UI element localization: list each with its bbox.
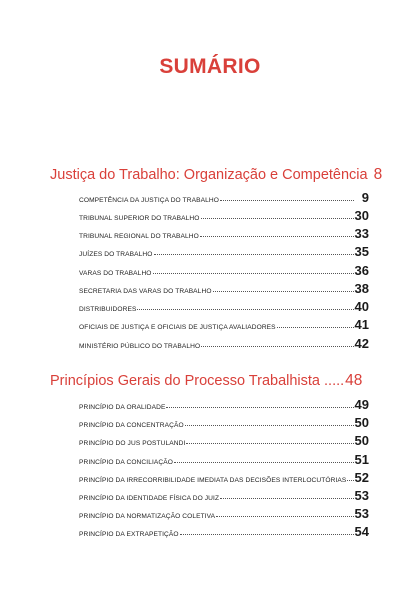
toc-entry-label: PRINCÍPIO DA IRRECORRIBILIDADE IMEDIATA DAS DECISÕES INTERLOCUTÓRIAS <box>79 477 347 484</box>
section-page-number: 8 <box>373 166 383 183</box>
toc-entry[interactable] <box>79 524 369 542</box>
toc-entry[interactable] <box>79 190 369 208</box>
toc-entry-page: 38 <box>354 281 369 296</box>
dot-leader <box>216 516 353 517</box>
toc-entry-page: 30 <box>354 208 369 223</box>
toc-entry-page: 9 <box>361 190 369 205</box>
dot-leader <box>154 254 354 255</box>
toc-entry-label: VARAS DO TRABALHO <box>79 270 152 277</box>
toc-entry[interactable] <box>79 299 369 317</box>
toc-entry-label: PRINCÍPIO DA CONCENTRAÇÃO <box>79 422 184 429</box>
toc-entry[interactable] <box>79 506 369 524</box>
toc-entry[interactable] <box>79 397 369 415</box>
toc-entry-label: MINISTÉRIO PÚBLICO DO TRABALHO <box>79 343 201 350</box>
toc-entry-label: TRIBUNAL SUPERIOR DO TRABALHO <box>79 215 200 222</box>
toc-entry-page: 53 <box>354 488 369 503</box>
toc-entry[interactable] <box>79 208 369 226</box>
dot-leader <box>186 443 353 444</box>
dot-leader <box>180 534 354 535</box>
dot-leader <box>220 200 354 201</box>
dot-leader <box>200 236 354 237</box>
toc-entry[interactable] <box>79 488 369 506</box>
toc-entry-label: SECRETARIA DAS VARAS DO TRABALHO <box>79 288 212 295</box>
dot-leader <box>201 346 353 347</box>
section-heading-label: Justiça do Trabalho: Organização e Competência <box>50 167 368 183</box>
dot-leader <box>185 425 354 426</box>
toc-entry-page: 53 <box>354 506 369 521</box>
dot-leader <box>153 273 354 274</box>
toc-entry[interactable] <box>79 336 369 354</box>
toc-entry-label: PRINCÍPIO DA NORMATIZAÇÃO COLETIVA <box>79 513 216 520</box>
toc-entry-page: 41 <box>354 317 369 332</box>
dot-leader <box>347 480 353 481</box>
toc-entry[interactable] <box>79 244 369 262</box>
toc-entry-page: 42 <box>354 336 369 351</box>
toc-entry-label: PRINCÍPIO DO JUS POSTULANDI <box>79 440 186 447</box>
dot-leader <box>220 498 353 499</box>
toc-entry-page: 40 <box>354 299 369 314</box>
section-heading-label: Princípios Gerais do Processo Trabalhista ..... <box>50 373 345 389</box>
section-page-number: 48 <box>345 372 363 389</box>
toc-entry-label: PRINCÍPIO DA EXTRAPETIÇÃO <box>79 531 179 538</box>
toc-entry[interactable] <box>79 452 369 470</box>
toc-entry-label: OFICIAIS DE JUSTIÇA E OFICIAIS DE JUSTIÇA AVALIADORES <box>79 324 276 331</box>
dot-leader <box>201 218 354 219</box>
toc-entry-page: 50 <box>354 415 369 430</box>
toc-entry[interactable] <box>79 415 369 433</box>
toc-entry-label: PRINCÍPIO DA IDENTIDADE FÍSICA DO JUIZ <box>79 495 220 502</box>
toc-entry[interactable] <box>79 433 369 451</box>
toc-entry-label: JUÍZES DO TRABALHO <box>79 251 153 258</box>
toc-entry[interactable] <box>79 317 369 335</box>
section-heading-principios[interactable] <box>50 372 362 394</box>
dot-leader <box>277 327 354 328</box>
toc-entry-label: DISTRIBUIDORES <box>79 306 137 313</box>
toc-entry-page: 49 <box>354 397 369 412</box>
toc-entry[interactable] <box>79 470 369 488</box>
dot-leader <box>166 407 353 408</box>
toc-entry-page: 51 <box>354 452 369 467</box>
toc-entry-page: 52 <box>354 470 369 485</box>
toc-entry-page: 33 <box>354 226 369 241</box>
section-heading-justica[interactable] <box>50 166 382 188</box>
toc-entry-label: PRINCÍPIO DA CONCILIAÇÃO <box>79 459 173 466</box>
toc-entry[interactable] <box>79 281 369 299</box>
toc-entry[interactable] <box>79 226 369 244</box>
toc-entry-label: TRIBUNAL REGIONAL DO TRABALHO <box>79 233 199 240</box>
toc-entry[interactable] <box>79 263 369 281</box>
page-title: SUMÁRIO <box>159 55 261 78</box>
toc-entry-label: PRINCÍPIO DA ORALIDADE <box>79 404 166 411</box>
dot-leader <box>174 462 354 463</box>
dot-leader <box>213 291 354 292</box>
toc-entry-page: 54 <box>354 524 369 539</box>
toc-entry-page: 50 <box>354 433 369 448</box>
toc-entry-label: COMPETÊNCIA DA JUSTIÇA DO TRABALHO <box>79 197 219 204</box>
toc-entry-page: 35 <box>354 244 369 259</box>
dot-leader <box>137 309 353 310</box>
toc-entry-page: 36 <box>354 263 369 278</box>
